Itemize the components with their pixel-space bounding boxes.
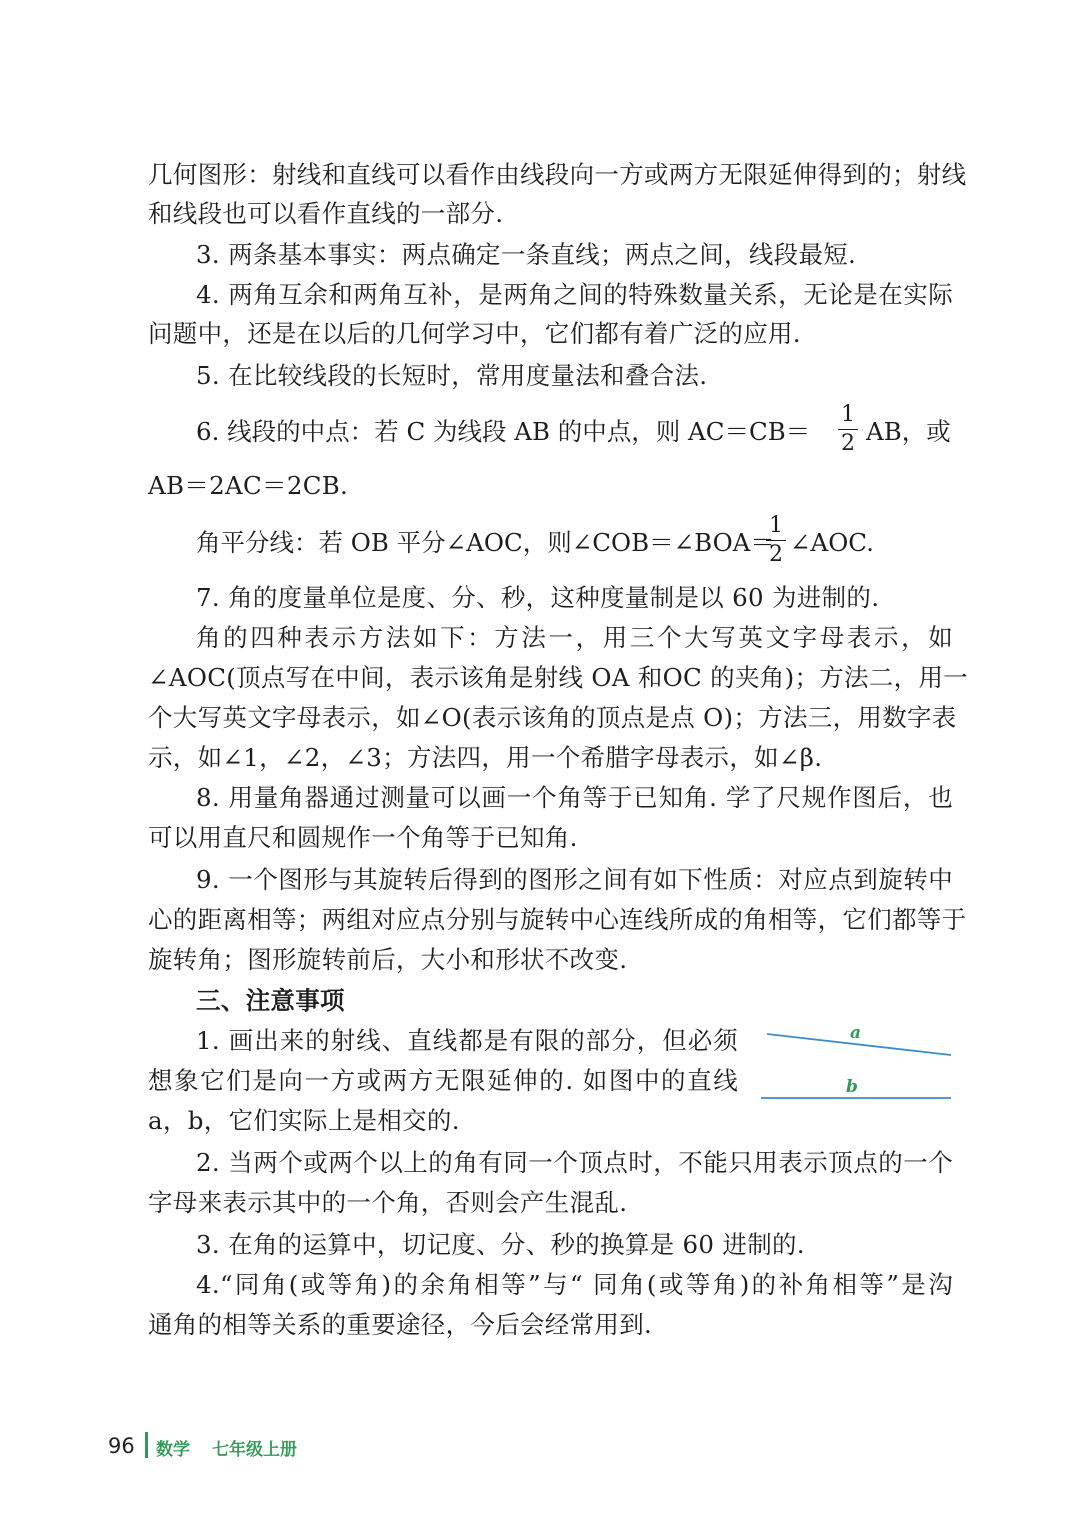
footer-divider: [145, 1432, 148, 1458]
text-line: 7. 角的度量单位是度、分、秒，这种度量制是以 60 为进制的.: [196, 583, 880, 612]
text-line: 问题中，还是在以后的几何学习中，它们都有着广泛的应用.: [148, 319, 801, 348]
text-line: 和线段也可以看作直线的一部分.: [148, 199, 504, 228]
bisector-prefix: 角平分线：若 OB 平分∠AOC，则∠COB＝∠BOA＝: [196, 528, 775, 557]
midpoint-definition: [196, 414, 810, 450]
footer-grade: 七年级上册: [212, 1440, 297, 1460]
text-line: 个大写英文字母表示，如∠O(表示该角的顶点是点 O)；方法三，用数字表: [148, 703, 957, 732]
footer-subject: 数学: [156, 1440, 190, 1460]
lines-figure: [755, 1018, 955, 1108]
text-line: 1. 画出来的射线、直线都是有限的部分，但必须: [196, 1026, 738, 1055]
page-number: 96: [108, 1434, 135, 1458]
midpoint-suffix: AB，或: [866, 417, 951, 446]
text-line: 角的四种表示方法如下：方法一，用三个大写英文字母表示，如: [196, 623, 953, 652]
fraction-denominator: 2: [841, 431, 855, 456]
footer-book-title: [156, 1435, 297, 1460]
text-line: AB＝2AC＝2CB.: [148, 471, 349, 500]
fraction-one-half: [766, 515, 786, 566]
fraction-denominator: 2: [769, 542, 783, 567]
text-line: 通角的相等关系的重要途径，今后会经常用到.: [148, 1310, 653, 1339]
text-line: 8. 用量角器通过测量可以画一个角等于已知角. 学了尺规作图后，也: [196, 783, 953, 812]
text-line: ∠AOC(顶点写在中间，表示该角是射线 OA 和OC 的夹角)；方法二，用一: [148, 663, 969, 692]
text-line: 心的距离相等；两组对应点分别与旋转中心连线所成的角相等，它们都等于: [148, 905, 967, 934]
midpoint-prefix: 6. 线段的中点：若 C 为线段 AB 的中点，则 AC＝CB＝: [196, 417, 811, 446]
text-line: 4.“同角(或等角)的余角相等”与“ 同角(或等角)的补角相等”是沟: [196, 1270, 953, 1299]
fraction-numerator: 1: [841, 402, 855, 427]
text-line: a，b，它们实际上是相交的.: [148, 1106, 460, 1135]
text-line: 示，如∠1，∠2，∠3；方法四，用一个希腊字母表示，如∠β.: [148, 743, 823, 772]
text-line: 2. 当两个或两个以上的角有同一个顶点时，不能只用表示顶点的一个: [196, 1148, 953, 1177]
label-a: a: [850, 1023, 862, 1043]
bisector-suffix: ∠AOC.: [790, 528, 874, 557]
text-line: 可以用直尺和圆规作一个角等于已知角.: [148, 823, 578, 852]
text-line: 9. 一个图形与其旋转后得到的图形之间有如下性质：对应点到旋转中: [196, 865, 953, 894]
text-line: 3. 在角的运算中，切记度、分、秒的换算是 60 进制的.: [196, 1230, 805, 1259]
text-line: 4. 两角互余和两角互补，是两角之间的特殊数量关系，无论是在实际: [196, 280, 953, 309]
text-line: 3. 两条基本事实：两点确定一条直线；两点之间，线段最短.: [196, 240, 857, 269]
lines-diagram: [755, 1018, 955, 1108]
fraction-numerator: 1: [769, 513, 783, 538]
text-line: 5. 在比较线段的长短时，常用度量法和叠合法.: [196, 361, 708, 390]
text-line: 想象它们是向一方或两方无限延伸的. 如图中的直线: [148, 1066, 738, 1095]
fraction-one-half: [838, 404, 858, 455]
bisector-definition: [196, 525, 775, 561]
text-line: 字母来表示其中的一个角，否则会产生混乱.: [148, 1188, 628, 1217]
label-b: b: [846, 1077, 858, 1097]
text-line: 旋转角；图形旋转前后，大小和形状不改变.: [148, 945, 628, 974]
text-line: 几何图形：射线和直线可以看作由线段向一方或两方无限延伸得到的；射线: [148, 160, 967, 189]
section-heading: 三、注意事项: [196, 986, 345, 1015]
